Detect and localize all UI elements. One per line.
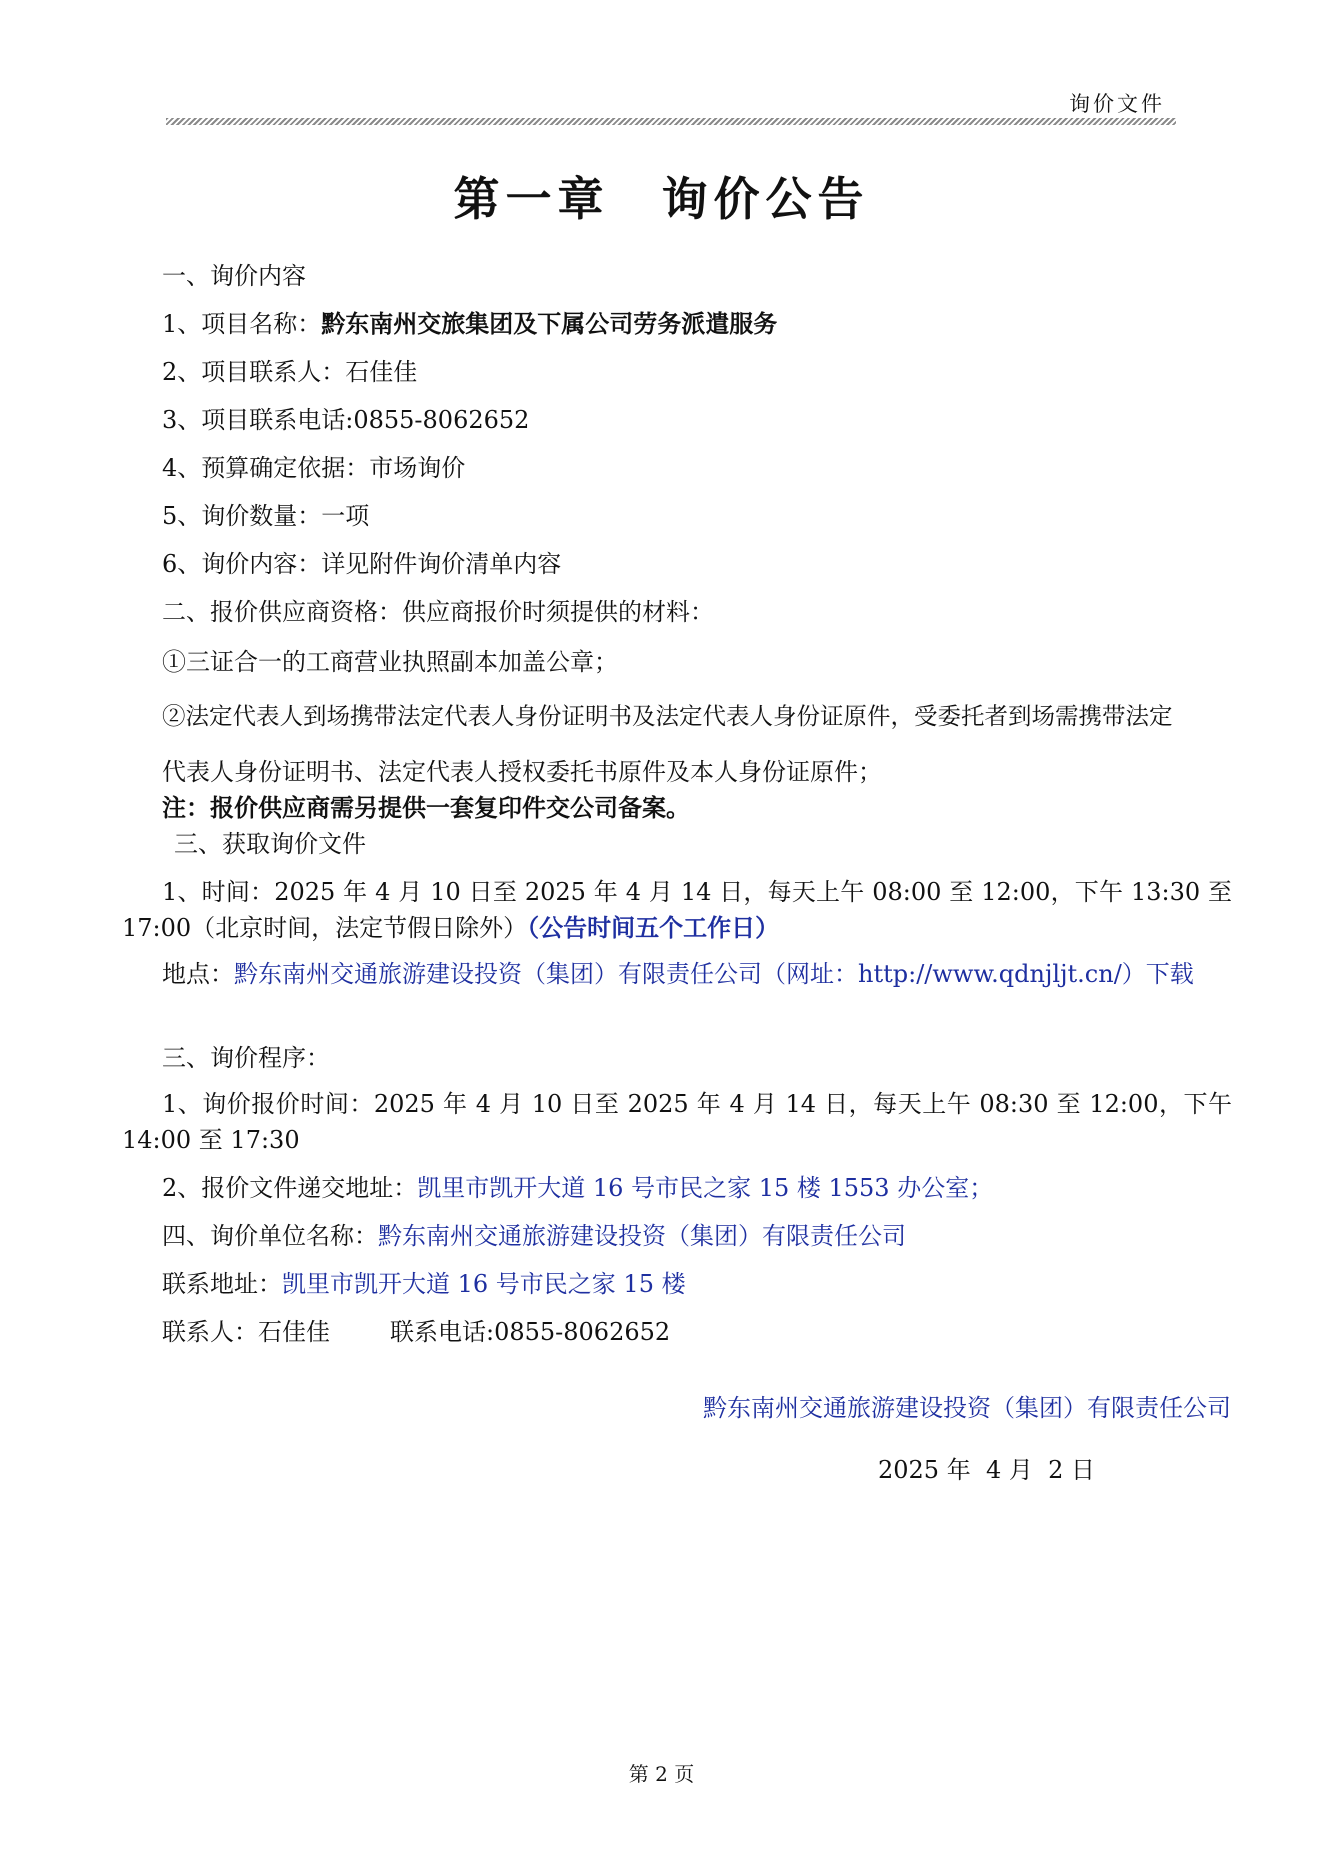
item-inquiry-content-label: 6、询价内容： [162, 550, 322, 578]
section-2-heading: 二、报价供应商资格：供应商报价时须提供的材料： [162, 598, 714, 626]
item-contact-person-value: 石佳佳 [345, 358, 418, 386]
item-project-name-label: 1、项目名称： [162, 310, 322, 338]
signature-company: 黔东南州交通旅游建设投资（集团）有限责任公司 [703, 1394, 1231, 1422]
item-contact-person-label: 2、项目联系人： [162, 358, 346, 386]
header-title: 询价文件 [1069, 92, 1165, 116]
acquire-location-label: 地点： [162, 960, 234, 988]
item-budget-basis-label: 4、预算确定依据： [162, 454, 370, 482]
chapter-title: 第一章 询价公告 [453, 172, 870, 226]
submit-address [162, 1170, 993, 1206]
acquire-location [122, 956, 1232, 992]
header-rule [166, 118, 1176, 125]
item-inquiry-content-value: 详见附件询价清单内容 [321, 550, 562, 578]
material-2-line-2: 代表人身份证明书、法定代表人授权委托书原件及本人身份证原件； [162, 758, 882, 786]
item-inquiry-content [162, 546, 561, 582]
page-number: 第 2 页 [628, 1762, 695, 1786]
section-3-heading: 三、获取询价文件 [174, 830, 366, 858]
acquire-location-value[interactable]: 黔东南州交通旅游建设投资（集团）有限责任公司（网址：http://www.qdnjljt.cn/）下载 [234, 960, 1194, 988]
item-quantity-label: 5、询价数量： [162, 502, 322, 530]
item-contact-person [162, 354, 417, 390]
item-quantity [162, 498, 369, 534]
inquiry-unit-label: 四、询价单位名称： [162, 1222, 378, 1250]
submit-address-label: 2、报价文件递交地址： [162, 1174, 418, 1202]
signature-date: 2025 年 4 月 2 日 [878, 1456, 1096, 1484]
contact-address [162, 1266, 686, 1302]
item-budget-basis-value: 市场询价 [369, 454, 466, 482]
inquiry-unit [162, 1218, 906, 1254]
inquiry-unit-value: 黔东南州交通旅游建设投资（集团）有限责任公司 [378, 1222, 906, 1250]
item-project-name [162, 306, 777, 342]
acquire-time-text: 1、时间：2025 年 4 月 10 日至 2025 年 4 月 14 日，每天上午 08:00 至 12:00，下午 13:30 至 17:00（北京时间，法定节假日除外） [122, 878, 1232, 942]
section-procedure-heading: 三、询价程序： [162, 1044, 330, 1072]
contact-phone: 联系电话:0855-8062652 [390, 1318, 671, 1346]
contact-person: 联系人：石佳佳 [162, 1318, 330, 1346]
quote-time: 1、询价报价时间：2025 年 4 月 10 日至 2025 年 4 月 14 日，每天上午 08:30 至 12:00，下午 14:00 至 17:30 [122, 1090, 1232, 1154]
item-project-name-value: 黔东南州交旅集团及下属公司劳务派遣服务 [321, 309, 778, 338]
contact-address-value: 凯里市凯开大道 16 号市民之家 15 楼 [282, 1270, 686, 1298]
supplier-note: 注：报价供应商需另提供一套复印件交公司备案。 [162, 793, 690, 822]
acquire-time-note: （公告时间五个工作日） [527, 913, 780, 942]
material-2-line-1: ②法定代表人到场携带法定代表人身份证明书及法定代表人身份证原件，受委托者到场需携带法定 [162, 702, 1173, 730]
contact-address-label: 联系地址： [162, 1270, 282, 1298]
material-1: ①三证合一的工商营业执照副本加盖公章； [162, 648, 618, 676]
item-budget-basis [162, 450, 465, 486]
section-1-heading: 一、询价内容 [162, 262, 306, 290]
item-contact-phone: 3、项目联系电话:0855-8062652 [162, 406, 530, 434]
item-quantity-value: 一项 [321, 502, 370, 530]
acquire-time [122, 874, 1232, 946]
submit-address-value: 凯里市凯开大道 16 号市民之家 15 楼 1553 办公室； [417, 1174, 994, 1202]
